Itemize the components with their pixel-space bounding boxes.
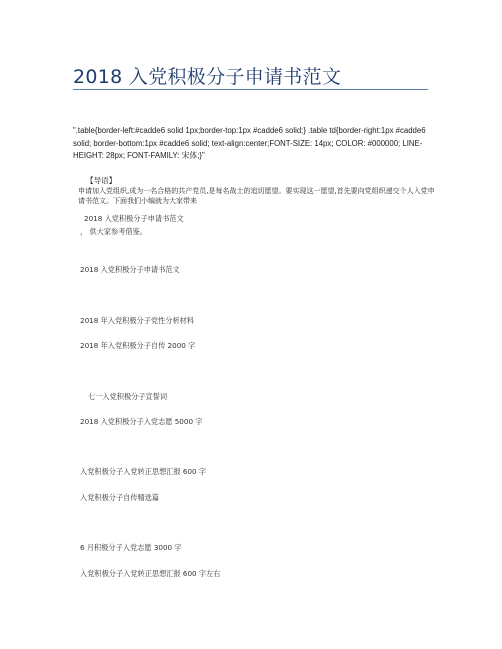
guide-heading: 【导语】 bbox=[86, 176, 117, 185]
article-line: 入党积极分子自传精选篇 bbox=[80, 493, 160, 502]
title-underline bbox=[73, 89, 428, 90]
article-line: ， 供大家参考借鉴。 bbox=[80, 227, 147, 236]
article-line: 2018 年入党积极分子自传 2000 字 bbox=[80, 341, 196, 350]
article-line: 2018 年入党积极分子党性分析材料 bbox=[80, 316, 195, 325]
intro-paragraph: 申请加入党组织,成为一名合格的共产党员,是每名战士的追切愿望。要实现这一愿望,首先要向党组织递交个人入党申请书范文。下面我们小编就为大家带来 bbox=[78, 187, 435, 205]
article-line: 入党积极分子入党转正思想汇报 600 字左右 bbox=[80, 569, 221, 578]
document-title: 2018 入党积极分子申请书范文 bbox=[73, 66, 342, 88]
article-line: 七一入党积极分子宣誓词 bbox=[88, 392, 168, 401]
css-code-text: ".table{border-left:#cadde6 solid 1px;border-top:1px #cadde6 solid;} .table td{border-right:1px #cadde6 solid; border-bottom:1px #cadde6 solid; text-align:center;FONT-SIZE: 14px; COLOR: #000000; LINE-HEIGHT: 28px; FONT-FAMILY: 宋体;}" bbox=[73, 126, 426, 160]
article-line: 2018 入党积极分子申请书范文 bbox=[80, 265, 180, 274]
article-line: 6 月积极分子入党志愿 3000 字 bbox=[80, 543, 182, 552]
article-line: 2018 入党积极分子入党志愿 5000 字 bbox=[80, 417, 203, 426]
article-line: 入党积极分子入党转正思想汇报 600 字 bbox=[80, 467, 207, 476]
article-line: 2018 入党积极分子申请书范文 bbox=[84, 214, 184, 223]
